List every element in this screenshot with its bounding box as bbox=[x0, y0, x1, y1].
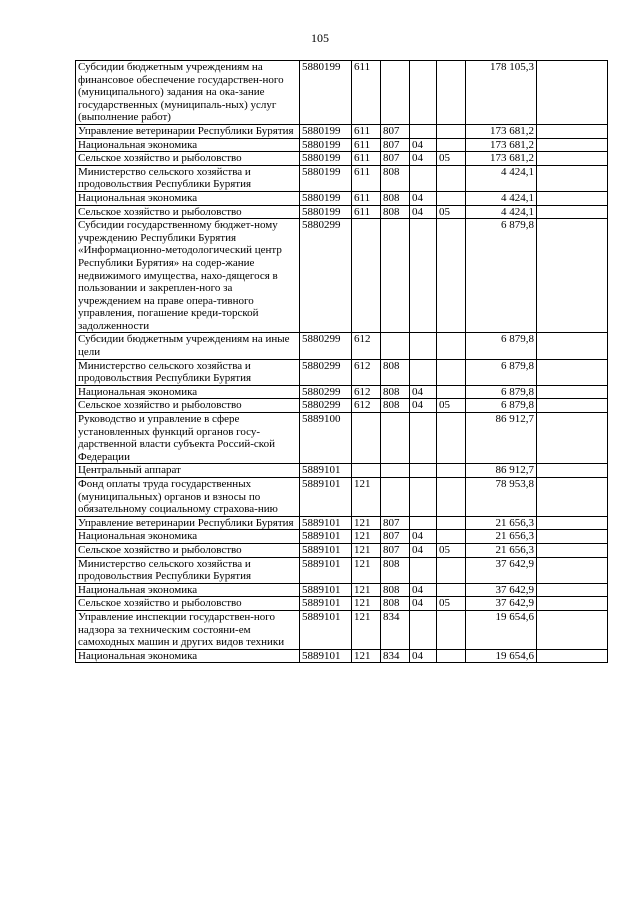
row-target-code: 5889101 bbox=[300, 597, 352, 611]
table-row bbox=[76, 138, 608, 152]
row-extra-empty bbox=[537, 557, 608, 583]
row-extra-empty bbox=[537, 152, 608, 166]
row-ministry-code bbox=[381, 219, 410, 333]
row-extra-empty bbox=[537, 610, 608, 649]
row-amount: 6 879,8 bbox=[466, 219, 537, 333]
row-ministry-code: 808 bbox=[381, 191, 410, 205]
row-subsection bbox=[437, 649, 466, 663]
row-name: Руководство и управление в сфере установленных функций органов госу-дарственной власти субъекта Россий-ской Федерации bbox=[76, 413, 300, 464]
row-target-code: 5889101 bbox=[300, 530, 352, 544]
row-target-code: 5880199 bbox=[300, 152, 352, 166]
row-ministry-code bbox=[381, 61, 410, 125]
row-target-code: 5889100 bbox=[300, 413, 352, 464]
row-section bbox=[410, 516, 437, 530]
row-ministry-code: 807 bbox=[381, 124, 410, 138]
row-subsection: 05 bbox=[437, 205, 466, 219]
row-expense-type: 612 bbox=[352, 385, 381, 399]
table-row bbox=[76, 597, 608, 611]
row-amount: 4 424,1 bbox=[466, 205, 537, 219]
table-row bbox=[76, 464, 608, 478]
budget-table bbox=[75, 60, 608, 663]
row-target-code: 5889101 bbox=[300, 649, 352, 663]
row-section bbox=[410, 610, 437, 649]
row-name: Сельское хозяйство и рыболовство bbox=[76, 597, 300, 611]
row-ministry-code: 808 bbox=[381, 399, 410, 413]
table-row bbox=[76, 399, 608, 413]
table-row bbox=[76, 205, 608, 219]
row-section bbox=[410, 478, 437, 517]
table-row bbox=[76, 516, 608, 530]
row-expense-type bbox=[352, 413, 381, 464]
row-expense-type: 611 bbox=[352, 191, 381, 205]
row-name: Национальная экономика bbox=[76, 583, 300, 597]
row-ministry-code bbox=[381, 464, 410, 478]
row-extra-empty bbox=[537, 516, 608, 530]
row-section: 04 bbox=[410, 583, 437, 597]
row-section: 04 bbox=[410, 385, 437, 399]
row-amount: 6 879,8 bbox=[466, 385, 537, 399]
row-name: Сельское хозяйство и рыболовство bbox=[76, 152, 300, 166]
row-section: 04 bbox=[410, 649, 437, 663]
row-subsection bbox=[437, 610, 466, 649]
row-amount: 4 424,1 bbox=[466, 165, 537, 191]
row-section bbox=[410, 219, 437, 333]
row-extra-empty bbox=[537, 165, 608, 191]
row-section bbox=[410, 557, 437, 583]
row-name: Министерство сельского хозяйства и продовольствия Республики Бурятия bbox=[76, 557, 300, 583]
row-ministry-code bbox=[381, 478, 410, 517]
table-row bbox=[76, 219, 608, 333]
row-amount: 6 879,8 bbox=[466, 359, 537, 385]
row-subsection: 05 bbox=[437, 152, 466, 166]
row-expense-type: 121 bbox=[352, 597, 381, 611]
row-name: Управление ветеринарии Республики Бурятия bbox=[76, 516, 300, 530]
row-extra-empty bbox=[537, 359, 608, 385]
table-row bbox=[76, 543, 608, 557]
budget-table-body bbox=[76, 61, 608, 663]
row-expense-type: 611 bbox=[352, 61, 381, 125]
table-row bbox=[76, 124, 608, 138]
row-ministry-code: 834 bbox=[381, 649, 410, 663]
row-expense-type bbox=[352, 219, 381, 333]
row-section: 04 bbox=[410, 399, 437, 413]
row-name: Субсидии бюджетным учреждениям на финансовое обеспечение государствен-ного (муниципального) задания на ока-зание государственных (муниципаль-ных) услуг (выполнение работ) bbox=[76, 61, 300, 125]
row-expense-type: 612 bbox=[352, 333, 381, 359]
row-ministry-code: 807 bbox=[381, 543, 410, 557]
row-extra-empty bbox=[537, 478, 608, 517]
row-ministry-code: 808 bbox=[381, 205, 410, 219]
row-amount: 19 654,6 bbox=[466, 610, 537, 649]
row-name: Фонд оплаты труда государственных (муниципальных) органов и взносы по обязательному социальному страхова-нию bbox=[76, 478, 300, 517]
row-name: Субсидии бюджетным учреждениям на иные цели bbox=[76, 333, 300, 359]
row-expense-type: 612 bbox=[352, 399, 381, 413]
row-subsection bbox=[437, 165, 466, 191]
row-section: 04 bbox=[410, 191, 437, 205]
row-amount: 37 642,9 bbox=[466, 557, 537, 583]
row-target-code: 5880199 bbox=[300, 61, 352, 125]
row-expense-type: 121 bbox=[352, 557, 381, 583]
row-expense-type: 611 bbox=[352, 124, 381, 138]
table-row bbox=[76, 165, 608, 191]
row-subsection bbox=[437, 124, 466, 138]
row-amount: 173 681,2 bbox=[466, 138, 537, 152]
row-name: Министерство сельского хозяйства и продовольствия Республики Бурятия bbox=[76, 165, 300, 191]
row-section bbox=[410, 413, 437, 464]
row-extra-empty bbox=[537, 649, 608, 663]
row-expense-type: 611 bbox=[352, 165, 381, 191]
row-subsection bbox=[437, 516, 466, 530]
row-expense-type: 121 bbox=[352, 478, 381, 517]
row-name: Министерство сельского хозяйства и продовольствия Республики Бурятия bbox=[76, 359, 300, 385]
row-extra-empty bbox=[537, 399, 608, 413]
row-ministry-code: 808 bbox=[381, 597, 410, 611]
row-subsection: 05 bbox=[437, 399, 466, 413]
row-target-code: 5889101 bbox=[300, 557, 352, 583]
row-amount: 19 654,6 bbox=[466, 649, 537, 663]
row-target-code: 5880299 bbox=[300, 219, 352, 333]
row-expense-type: 612 bbox=[352, 359, 381, 385]
row-amount: 6 879,8 bbox=[466, 333, 537, 359]
row-expense-type: 121 bbox=[352, 649, 381, 663]
row-name: Управление ветеринарии Республики Бурятия bbox=[76, 124, 300, 138]
row-amount: 4 424,1 bbox=[466, 191, 537, 205]
table-row bbox=[76, 413, 608, 464]
row-ministry-code: 808 bbox=[381, 583, 410, 597]
row-extra-empty bbox=[537, 205, 608, 219]
row-extra-empty bbox=[537, 219, 608, 333]
row-ministry-code: 834 bbox=[381, 610, 410, 649]
row-section: 04 bbox=[410, 138, 437, 152]
row-extra-empty bbox=[537, 530, 608, 544]
row-subsection bbox=[437, 557, 466, 583]
row-section: 04 bbox=[410, 597, 437, 611]
row-target-code: 5880199 bbox=[300, 138, 352, 152]
row-amount: 21 656,3 bbox=[466, 516, 537, 530]
row-target-code: 5880299 bbox=[300, 385, 352, 399]
row-amount: 86 912,7 bbox=[466, 464, 537, 478]
row-section bbox=[410, 464, 437, 478]
row-target-code: 5880299 bbox=[300, 399, 352, 413]
row-target-code: 5880299 bbox=[300, 359, 352, 385]
row-target-code: 5880299 bbox=[300, 333, 352, 359]
row-target-code: 5889101 bbox=[300, 478, 352, 517]
row-name: Сельское хозяйство и рыболовство bbox=[76, 205, 300, 219]
row-subsection bbox=[437, 583, 466, 597]
table-row bbox=[76, 152, 608, 166]
row-expense-type: 121 bbox=[352, 543, 381, 557]
table-row bbox=[76, 557, 608, 583]
table-row bbox=[76, 583, 608, 597]
table-row bbox=[76, 191, 608, 205]
row-ministry-code: 807 bbox=[381, 530, 410, 544]
row-name: Национальная экономика bbox=[76, 385, 300, 399]
row-extra-empty bbox=[537, 597, 608, 611]
row-expense-type: 121 bbox=[352, 516, 381, 530]
row-ministry-code bbox=[381, 333, 410, 359]
row-extra-empty bbox=[537, 385, 608, 399]
row-name: Национальная экономика bbox=[76, 649, 300, 663]
row-section: 04 bbox=[410, 152, 437, 166]
row-section bbox=[410, 333, 437, 359]
row-subsection bbox=[437, 530, 466, 544]
row-extra-empty bbox=[537, 464, 608, 478]
row-subsection bbox=[437, 413, 466, 464]
table-row bbox=[76, 530, 608, 544]
row-section: 04 bbox=[410, 543, 437, 557]
row-subsection bbox=[437, 191, 466, 205]
row-target-code: 5889101 bbox=[300, 610, 352, 649]
table-row bbox=[76, 610, 608, 649]
row-ministry-code: 807 bbox=[381, 152, 410, 166]
row-subsection bbox=[437, 61, 466, 125]
row-name: Национальная экономика bbox=[76, 530, 300, 544]
table-row bbox=[76, 478, 608, 517]
row-ministry-code: 808 bbox=[381, 359, 410, 385]
row-target-code: 5889101 bbox=[300, 543, 352, 557]
row-amount: 37 642,9 bbox=[466, 583, 537, 597]
row-subsection bbox=[437, 464, 466, 478]
row-name: Управление инспекции государствен-ного надзора за техническим состояни-ем самоходных машин и других видов техники bbox=[76, 610, 300, 649]
table-row bbox=[76, 333, 608, 359]
row-ministry-code: 808 bbox=[381, 385, 410, 399]
row-target-code: 5880199 bbox=[300, 205, 352, 219]
row-subsection bbox=[437, 385, 466, 399]
row-name: Национальная экономика bbox=[76, 138, 300, 152]
row-extra-empty bbox=[537, 413, 608, 464]
row-subsection bbox=[437, 138, 466, 152]
row-expense-type: 611 bbox=[352, 152, 381, 166]
row-extra-empty bbox=[537, 583, 608, 597]
row-ministry-code: 808 bbox=[381, 165, 410, 191]
row-section bbox=[410, 165, 437, 191]
row-subsection bbox=[437, 219, 466, 333]
row-subsection: 05 bbox=[437, 543, 466, 557]
row-target-code: 5880199 bbox=[300, 191, 352, 205]
row-expense-type: 121 bbox=[352, 583, 381, 597]
row-name: Сельское хозяйство и рыболовство bbox=[76, 543, 300, 557]
row-section bbox=[410, 61, 437, 125]
table-row bbox=[76, 385, 608, 399]
row-expense-type: 611 bbox=[352, 138, 381, 152]
row-ministry-code: 807 bbox=[381, 516, 410, 530]
row-extra-empty bbox=[537, 124, 608, 138]
row-extra-empty bbox=[537, 543, 608, 557]
row-name: Сельское хозяйство и рыболовство bbox=[76, 399, 300, 413]
row-target-code: 5889101 bbox=[300, 583, 352, 597]
row-subsection: 05 bbox=[437, 597, 466, 611]
row-target-code: 5889101 bbox=[300, 516, 352, 530]
row-section bbox=[410, 359, 437, 385]
row-target-code: 5889101 bbox=[300, 464, 352, 478]
row-amount: 6 879,8 bbox=[466, 399, 537, 413]
row-amount: 37 642,9 bbox=[466, 597, 537, 611]
row-ministry-code: 808 bbox=[381, 557, 410, 583]
table-row bbox=[76, 359, 608, 385]
row-section: 04 bbox=[410, 205, 437, 219]
row-expense-type bbox=[352, 464, 381, 478]
row-section: 04 bbox=[410, 530, 437, 544]
row-extra-empty bbox=[537, 138, 608, 152]
row-subsection bbox=[437, 359, 466, 385]
row-amount: 173 681,2 bbox=[466, 152, 537, 166]
row-section bbox=[410, 124, 437, 138]
row-subsection bbox=[437, 333, 466, 359]
row-extra-empty bbox=[537, 333, 608, 359]
row-extra-empty bbox=[537, 191, 608, 205]
row-name: Субсидии государственному бюджет-ному учреждению Республики Бурятия «Информационно-методологический центр Республики Бурятия» на содер-жание недвижимого имущества, нахо-дящегося в пользовании и закреплен-ного за учреждением на праве опера-тивного управления, погашение креди-торской задолженности bbox=[76, 219, 300, 333]
row-subsection bbox=[437, 478, 466, 517]
row-amount: 21 656,3 bbox=[466, 530, 537, 544]
row-name: Центральный аппарат bbox=[76, 464, 300, 478]
row-name: Национальная экономика bbox=[76, 191, 300, 205]
row-expense-type: 611 bbox=[352, 205, 381, 219]
row-amount: 86 912,7 bbox=[466, 413, 537, 464]
row-extra-empty bbox=[537, 61, 608, 125]
table-row bbox=[76, 61, 608, 125]
row-target-code: 5880199 bbox=[300, 124, 352, 138]
row-amount: 178 105,3 bbox=[466, 61, 537, 125]
row-ministry-code: 807 bbox=[381, 138, 410, 152]
row-expense-type: 121 bbox=[352, 610, 381, 649]
row-amount: 78 953,8 bbox=[466, 478, 537, 517]
row-target-code: 5880199 bbox=[300, 165, 352, 191]
page-number: 105 bbox=[311, 31, 329, 45]
row-ministry-code bbox=[381, 413, 410, 464]
table-row bbox=[76, 649, 608, 663]
row-amount: 21 656,3 bbox=[466, 543, 537, 557]
row-expense-type: 121 bbox=[352, 530, 381, 544]
row-amount: 173 681,2 bbox=[466, 124, 537, 138]
